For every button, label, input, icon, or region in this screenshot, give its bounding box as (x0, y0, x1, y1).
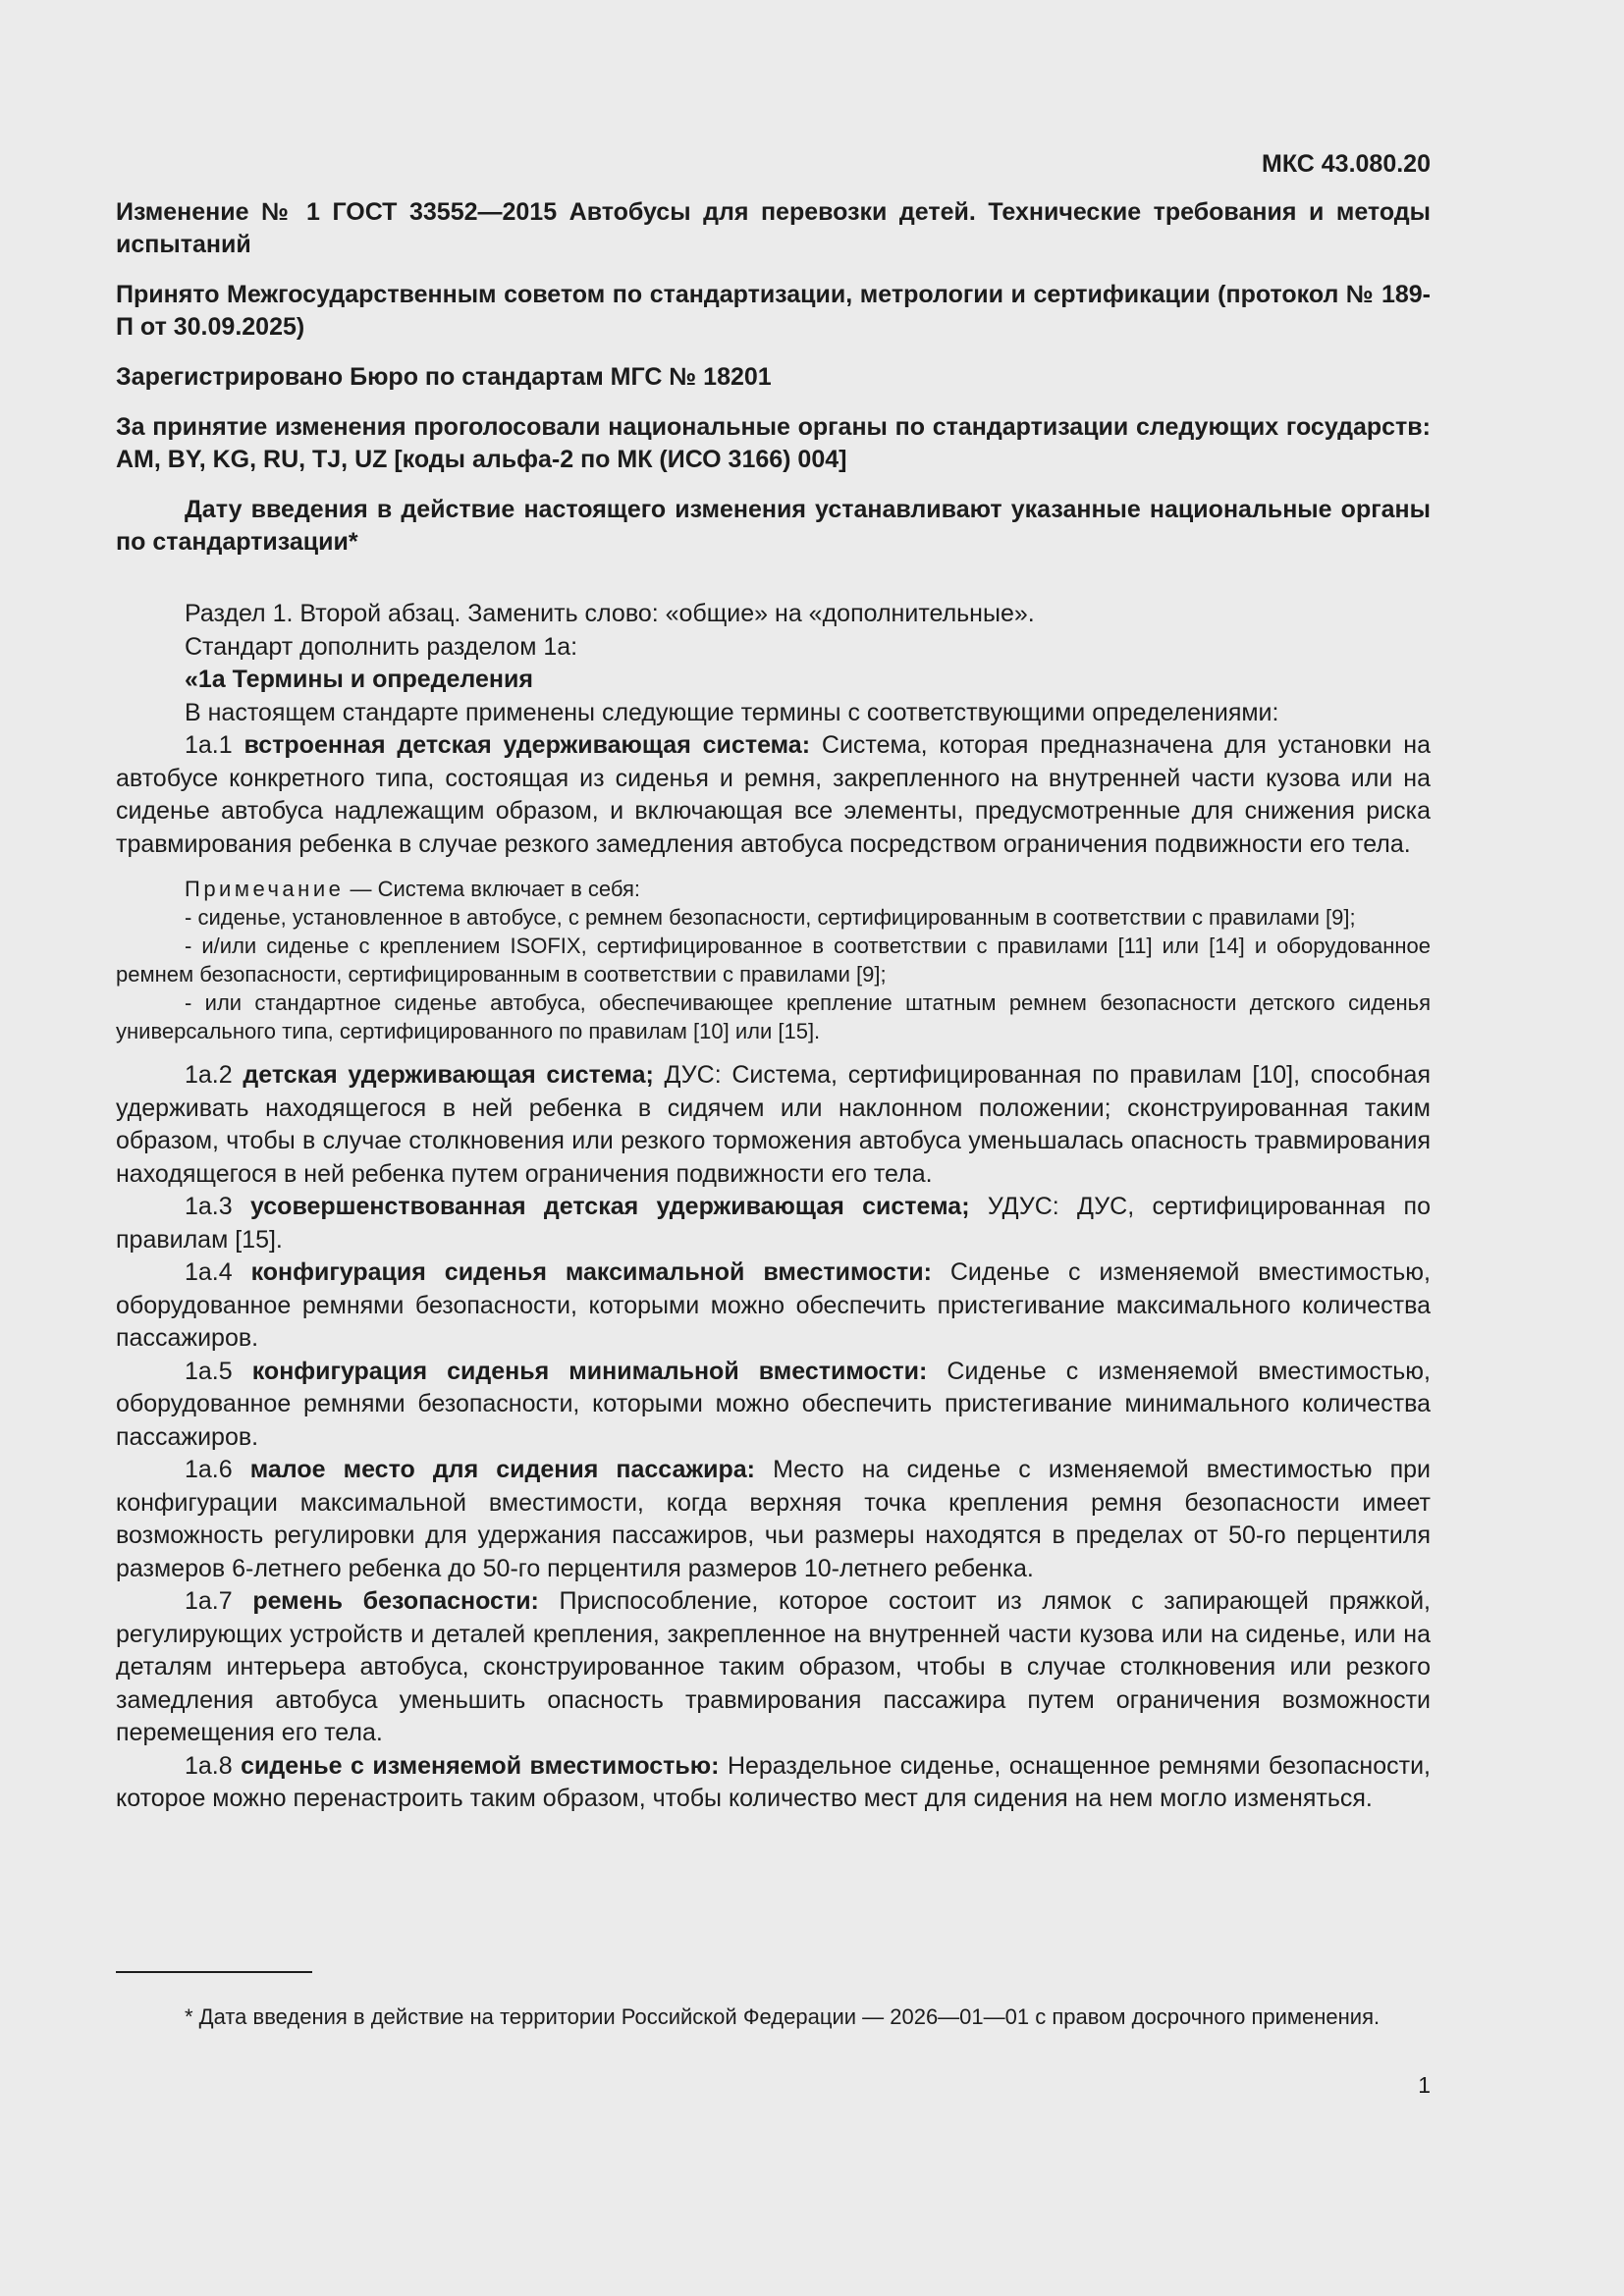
amendment-title: Изменение № 1 ГОСТ 33552—2015 Автобусы для перевозки детей. Технические требования и методы испытаний (116, 198, 1431, 258)
voting-statement: За принятие изменения проголосовали национальные органы по стандартизации следующих государств: AM, BY, KG, RU, TJ, UZ [коды альфа-2 по МК (ИСО 3166) 004] (116, 413, 1431, 473)
term-1a7: 1а.7 ремень безопасности: Приспособление, которое состоит из лямок с запирающей пряжкой, регулирующих устройств и деталей крепления, закрепленное на внутренней части кузова или на сиденье, или на деталям интерьера автобуса, сконструированное таким образом, чтобы в случае столкновения или резкого замедления автобуса уменьшить опасность травмирования пассажира путем ограничения возможности перемещения его тела. (116, 1587, 1431, 1746)
paragraph-replace-word: Раздел 1. Второй абзац. Заменить слово: «общие» на «дополнительные». (185, 600, 1035, 627)
paragraph-add-section: Стандарт дополнить разделом 1а: (185, 632, 578, 661)
term-1a4: 1а.4 конфигурация сиденья максимальной вместимости: Сиденье с изменяемой вместимостью, оборудованное ремнями безопасности, которыми можно обеспечить пристегивание максимального количества пассажиров. (116, 1258, 1432, 1352)
term-1a1: 1а.1 встроенная детская удерживающая система: Система, которая предназначена для установки на автобусе конкретного типа, состоящая из сиденья и ремня, закрепленного на внутренней части кузова или на сиденье автобуса надлежащим образом, и включающая все элементы, предусмотренные для снижения риска травмирования ребенка в случае резкого замедления автобуса посредством ограничения подвижности его тела. (116, 731, 1431, 858)
note-label: Примечание (185, 877, 345, 901)
effective-date-statement: Дату введения в действие настоящего изменения устанавливают указанные национальные органы по стандартизации* (116, 496, 1431, 556)
footnote-divider (116, 1971, 312, 1973)
registration-statement: Зарегистрировано Бюро по стандартам МГС № 18201 (116, 363, 772, 391)
note-item: - сиденье, установленное в автобусе, с ремнем безопасности, сертифицированным в соответствии с правилами [9]; (185, 905, 1356, 930)
term-note (116, 875, 1431, 1045)
note-item: - и/или сиденье с креплением ISOFIX, сертифицированное в соответствии с правилами [11] или [14] и оборудованное ремнем безопасности, сертифицированным в соответствии с правилами [9]; (116, 934, 1431, 987)
adoption-statement: Принято Межгосударственным советом по стандартизации, метрологии и сертификации (протокол № 189-П от 30.09.2025) (116, 281, 1431, 341)
document-page (116, 147, 1431, 1816)
note-lead: Примечание — Система включает в себя: (185, 877, 641, 901)
section-heading: «1а Термины и определения (185, 666, 533, 693)
terms-intro: В настоящем стандарте применены следующие термины с соответствующими определениями: (185, 698, 1279, 726)
note-item: - или стандартное сиденье автобуса, обеспечивающее крепление штатным ремнем безопасности детского сиденья универсального типа, сертифицированного по правилам [10] или [15]. (116, 990, 1431, 1043)
footnote: * Дата введения в действие на территории Российской Федерации — 2026—01—01 с правом досрочного применения. (185, 2004, 1380, 2029)
term-1a6: 1а.6 малое место для сидения пассажира: Место на сиденье с изменяемой вместимостью при конфигурации максимальной вместимости, когда верхняя точка крепления ремня безопасности имеет возможность регулировки для удержания пассажиров, чьи размеры находятся в пределах от 50-го перцентиля размеров 6-летнего ребенка до 50-го перцентиля размеров 10-летнего ребенка. (116, 1456, 1432, 1582)
term-1a5: 1а.5 конфигурация сиденья минимальной вместимости: Сиденье с изменяемой вместимостью, оборудованное ремнями безопасности, которыми можно обеспечить пристегивание минимального количества пассажиров. (116, 1357, 1432, 1451)
term-1a3: 1а.3 усовершенствованная детская удерживающая система; УДУС: ДУС, сертифицированная по правилам [15]. (116, 1193, 1431, 1254)
classification-code: МКС 43.080.20 (1262, 150, 1431, 178)
term-1a8: 1а.8 сиденье с изменяемой вместимостью: Нераздельное сиденье, оснащенное ремнями безопасности, которое можно перенастроить таким образом, чтобы количество мест для сидения на нем могло изменяться. (116, 1751, 1432, 1812)
term-1a2: 1а.2 детская удерживающая система; ДУС: Система, сертифицированная по правилам [10], способная удерживать находящегося в ней ребенка в сидячем или наклонном положении; сконструированная таким образом, чтобы в случае столкновения или резкого торможения автобуса уменьшалась опасность травмирования находящегося в ней ребенка путем ограничения подвижности его тела. (116, 1061, 1431, 1188)
amendment-body (116, 598, 1431, 1816)
page-number: 1 (1418, 2072, 1431, 2098)
